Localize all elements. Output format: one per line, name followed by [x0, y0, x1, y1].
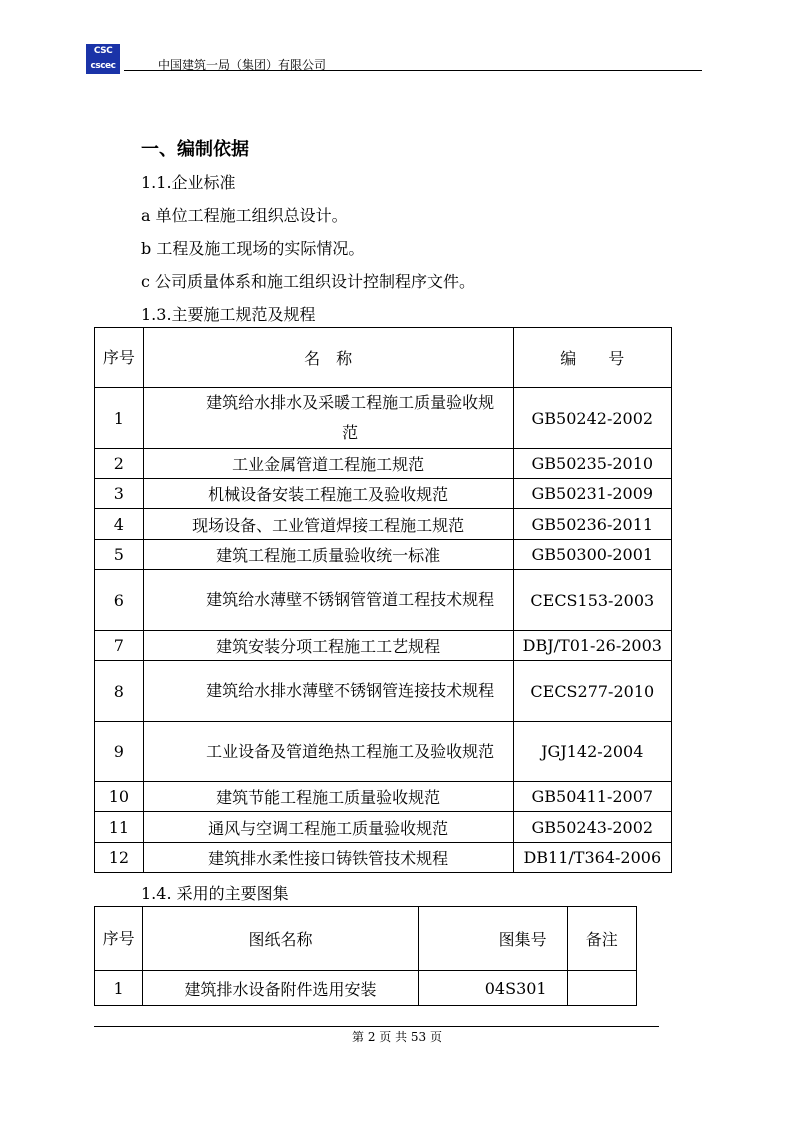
table-row: [95, 540, 672, 570]
standards-table: [94, 327, 672, 873]
row-no: 5: [95, 540, 144, 570]
row-no: 6: [95, 570, 144, 631]
table-row: [95, 388, 672, 449]
item-b: b 工程及施工现场的实际情况。: [141, 239, 365, 258]
logo-top-text: CSC: [93, 46, 113, 56]
row-no: 10: [95, 782, 144, 812]
row-name: 工业设备及管道绝热工程施工及验收规范: [143, 722, 513, 782]
row-no: 2: [95, 449, 144, 479]
header-code: 编 号: [513, 328, 671, 388]
row-name: 工业金属管道工程施工规范: [143, 449, 513, 479]
row-code: JGJ142-2004: [513, 722, 671, 782]
row-name: 建筑给水排水薄壁不锈钢管连接技术规程: [143, 661, 513, 722]
table-row: [95, 782, 672, 812]
subsection-1-1: 1.1.企业标准: [141, 173, 236, 192]
table-header-row: [95, 328, 672, 388]
table-row: [95, 509, 672, 540]
row-no: 1: [95, 388, 144, 449]
item-a: a 单位工程施工组织总设计。: [141, 206, 348, 225]
row-name: 建筑给水排水及采暖工程施工质量验收规范: [143, 388, 513, 449]
row-code: GB50300-2001: [513, 540, 671, 570]
company-name: 中国建筑一局（集团）有限公司: [158, 58, 327, 72]
page-number: 第 2 页 共 53 页: [352, 1030, 442, 1044]
row-no: 12: [95, 843, 144, 873]
row-code: GB50243-2002: [513, 812, 671, 843]
header-no: 序号: [95, 907, 143, 971]
section-title: 一、编制依据: [141, 139, 249, 160]
header-atlas-no: 图集号: [418, 907, 567, 971]
row-code: DB11/T364-2006: [513, 843, 671, 873]
atlas-table: [94, 906, 637, 1006]
row-name: 建筑工程施工质量验收统一标准: [143, 540, 513, 570]
header-note: 备注: [567, 907, 636, 971]
row-name: 现场设备、工业管道焊接工程施工规范: [143, 509, 513, 540]
logo-bottom-text: cscec: [90, 61, 116, 71]
table-header-row: [95, 907, 637, 971]
row-note: [567, 971, 636, 1006]
table-row: [95, 971, 637, 1006]
table-row: [95, 631, 672, 661]
table-row: [95, 812, 672, 843]
row-drawing-name: 建筑排水设备附件选用安装: [143, 971, 419, 1006]
row-name: 建筑给水薄壁不锈钢管管道工程技术规程: [143, 570, 513, 631]
row-code: GB50236-2011: [513, 509, 671, 540]
table-row: [95, 843, 672, 873]
row-no: 1: [95, 971, 143, 1006]
row-code: DBJ/T01-26-2003: [513, 631, 671, 661]
subsection-1-3: 1.3.主要施工规范及规程: [141, 305, 316, 324]
table-row: [95, 479, 672, 509]
company-logo: [86, 44, 120, 74]
row-name: 通风与空调工程施工质量验收规范: [143, 812, 513, 843]
row-code: CECS153-2003: [513, 570, 671, 631]
header-no: 序号: [95, 328, 144, 388]
row-no: 3: [95, 479, 144, 509]
header-divider: [124, 70, 702, 71]
row-no: 7: [95, 631, 144, 661]
subsection-1-4: 1.4. 采用的主要图集: [141, 884, 289, 903]
row-name: 建筑排水柔性接口铸铁管技术规程: [143, 843, 513, 873]
footer-divider: [94, 1026, 659, 1027]
row-no: 9: [95, 722, 144, 782]
table-row: [95, 449, 672, 479]
item-c: c 公司质量体系和施工组织设计控制程序文件。: [141, 272, 476, 291]
row-code: GB50411-2007: [513, 782, 671, 812]
row-name: 机械设备安装工程施工及验收规范: [143, 479, 513, 509]
header-name: 名 称: [143, 328, 513, 388]
table-row: [95, 722, 672, 782]
row-no: 4: [95, 509, 144, 540]
row-no: 8: [95, 661, 144, 722]
row-name: 建筑节能工程施工质量验收规范: [143, 782, 513, 812]
row-atlas-no: 04S301: [418, 971, 567, 1006]
row-no: 11: [95, 812, 144, 843]
row-code: CECS277-2010: [513, 661, 671, 722]
row-name: 建筑安装分项工程施工工艺规程: [143, 631, 513, 661]
table-row: [95, 661, 672, 722]
row-code: GB50242-2002: [513, 388, 671, 449]
row-code: GB50231-2009: [513, 479, 671, 509]
row-code: GB50235-2010: [513, 449, 671, 479]
table-row: [95, 570, 672, 631]
header-drawing-name: 图纸名称: [143, 907, 419, 971]
